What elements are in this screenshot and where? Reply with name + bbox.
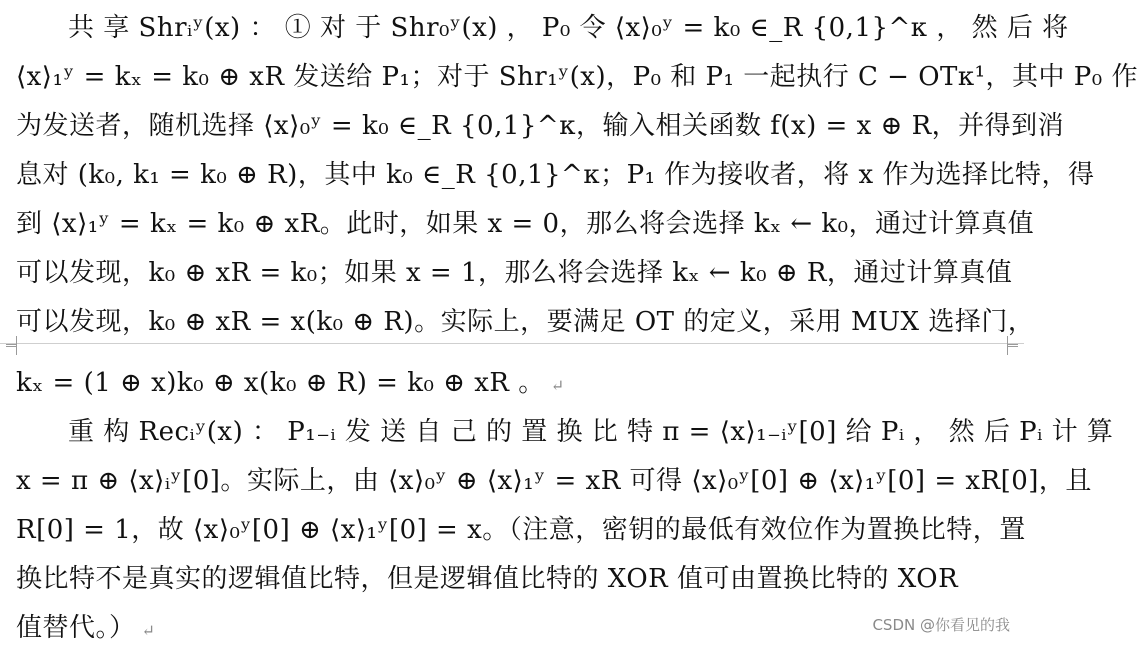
paragraph-mark-icon: ↵ [550,376,565,395]
text-line: 到 ⟨x⟩₁ʸ = kₓ = k₀ ⊕ xR。此时，如果 x = 0，那么将会选择 kₓ ← k₀，通过计算真值 [16,209,1035,239]
text-line: 共 享 Shrᵢʸ(x) ： ① 对 于 Shr₀ʸ(x) ， P₀ 令 ⟨x⟩₀ʸ = k₀ ∈_R {0,1}^κ ， 然 后 将 [68,13,1069,43]
text-line: 值替代。） [16,613,136,643]
text-line: x = π ⊕ ⟨x⟩ᵢʸ[0]。实际上，由 ⟨x⟩₀ʸ ⊕ ⟨x⟩₁ʸ = xR 可得 ⟨x⟩₀ʸ[0] ⊕ ⟨x⟩₁ʸ[0] = xR[0]，且 [16,466,1092,496]
text-line: R[0] = 1，故 ⟨x⟩₀ʸ[0] ⊕ ⟨x⟩₁ʸ[0] = x。（注意，密钥的最低有效位作为置换比特，置 [16,515,1026,545]
text-line-last [16,604,1012,653]
crop-mark-icon [1007,344,1018,355]
text-line: 为发送者，随机选择 ⟨x⟩₀ʸ = k₀ ∈_R {0,1}^κ，输入相关函数 f(x) = x ⊕ R，并得到消 [16,111,1065,141]
page-gap [16,347,1012,359]
text-line: 可以发现，k₀ ⊕ xR = x(k₀ ⊕ R)。实际上，要满足 OT 的定义，采用 MUX 选择门， [16,307,1035,337]
text-line: 可以发现，k₀ ⊕ xR = k₀；如果 x = 1，那么将会选择 kₓ ← k₀ ⊕ R，通过计算真值 [16,258,1013,288]
paragraph-mark-icon: ↵ [141,621,156,640]
text-line: 换比特不是真实的逻辑值比特，但是逻辑值比特的 XOR 值可由置换比特的 XOR [16,564,959,594]
watermark: CSDN @你看见的我 [872,616,1010,634]
text-line: 息对 (k₀, k₁ = k₀ ⊕ R)，其中 k₀ ∈_R {0,1}^κ；P₁ 作为接收者，将 x 作为选择比特，得 [16,160,1095,190]
formula-line [16,359,1012,408]
text-line: ⟨x⟩₁ʸ = kₓ = k₀ ⊕ xR 发送给 P₁；对于 Shr₁ʸ(x)，P₀ 和 P₁ 一起执行 C − OTκ¹，其中 P₀ 作 [16,62,1138,92]
page-break-divider [0,343,1024,344]
formula-text: kₓ = (1 ⊕ x)k₀ ⊕ x(k₀ ⊕ R) = k₀ ⊕ xR 。 [16,368,545,398]
document-body [16,4,1138,653]
text-line: 重 构 Recᵢʸ(x) ： P₁₋ᵢ 发 送 自 己 的 置 换 比 特 π = ⟨x⟩₁₋ᵢʸ[0] 给 Pᵢ ， 然 后 Pᵢ 计 算 [68,417,1114,447]
crop-mark-icon [6,344,17,355]
